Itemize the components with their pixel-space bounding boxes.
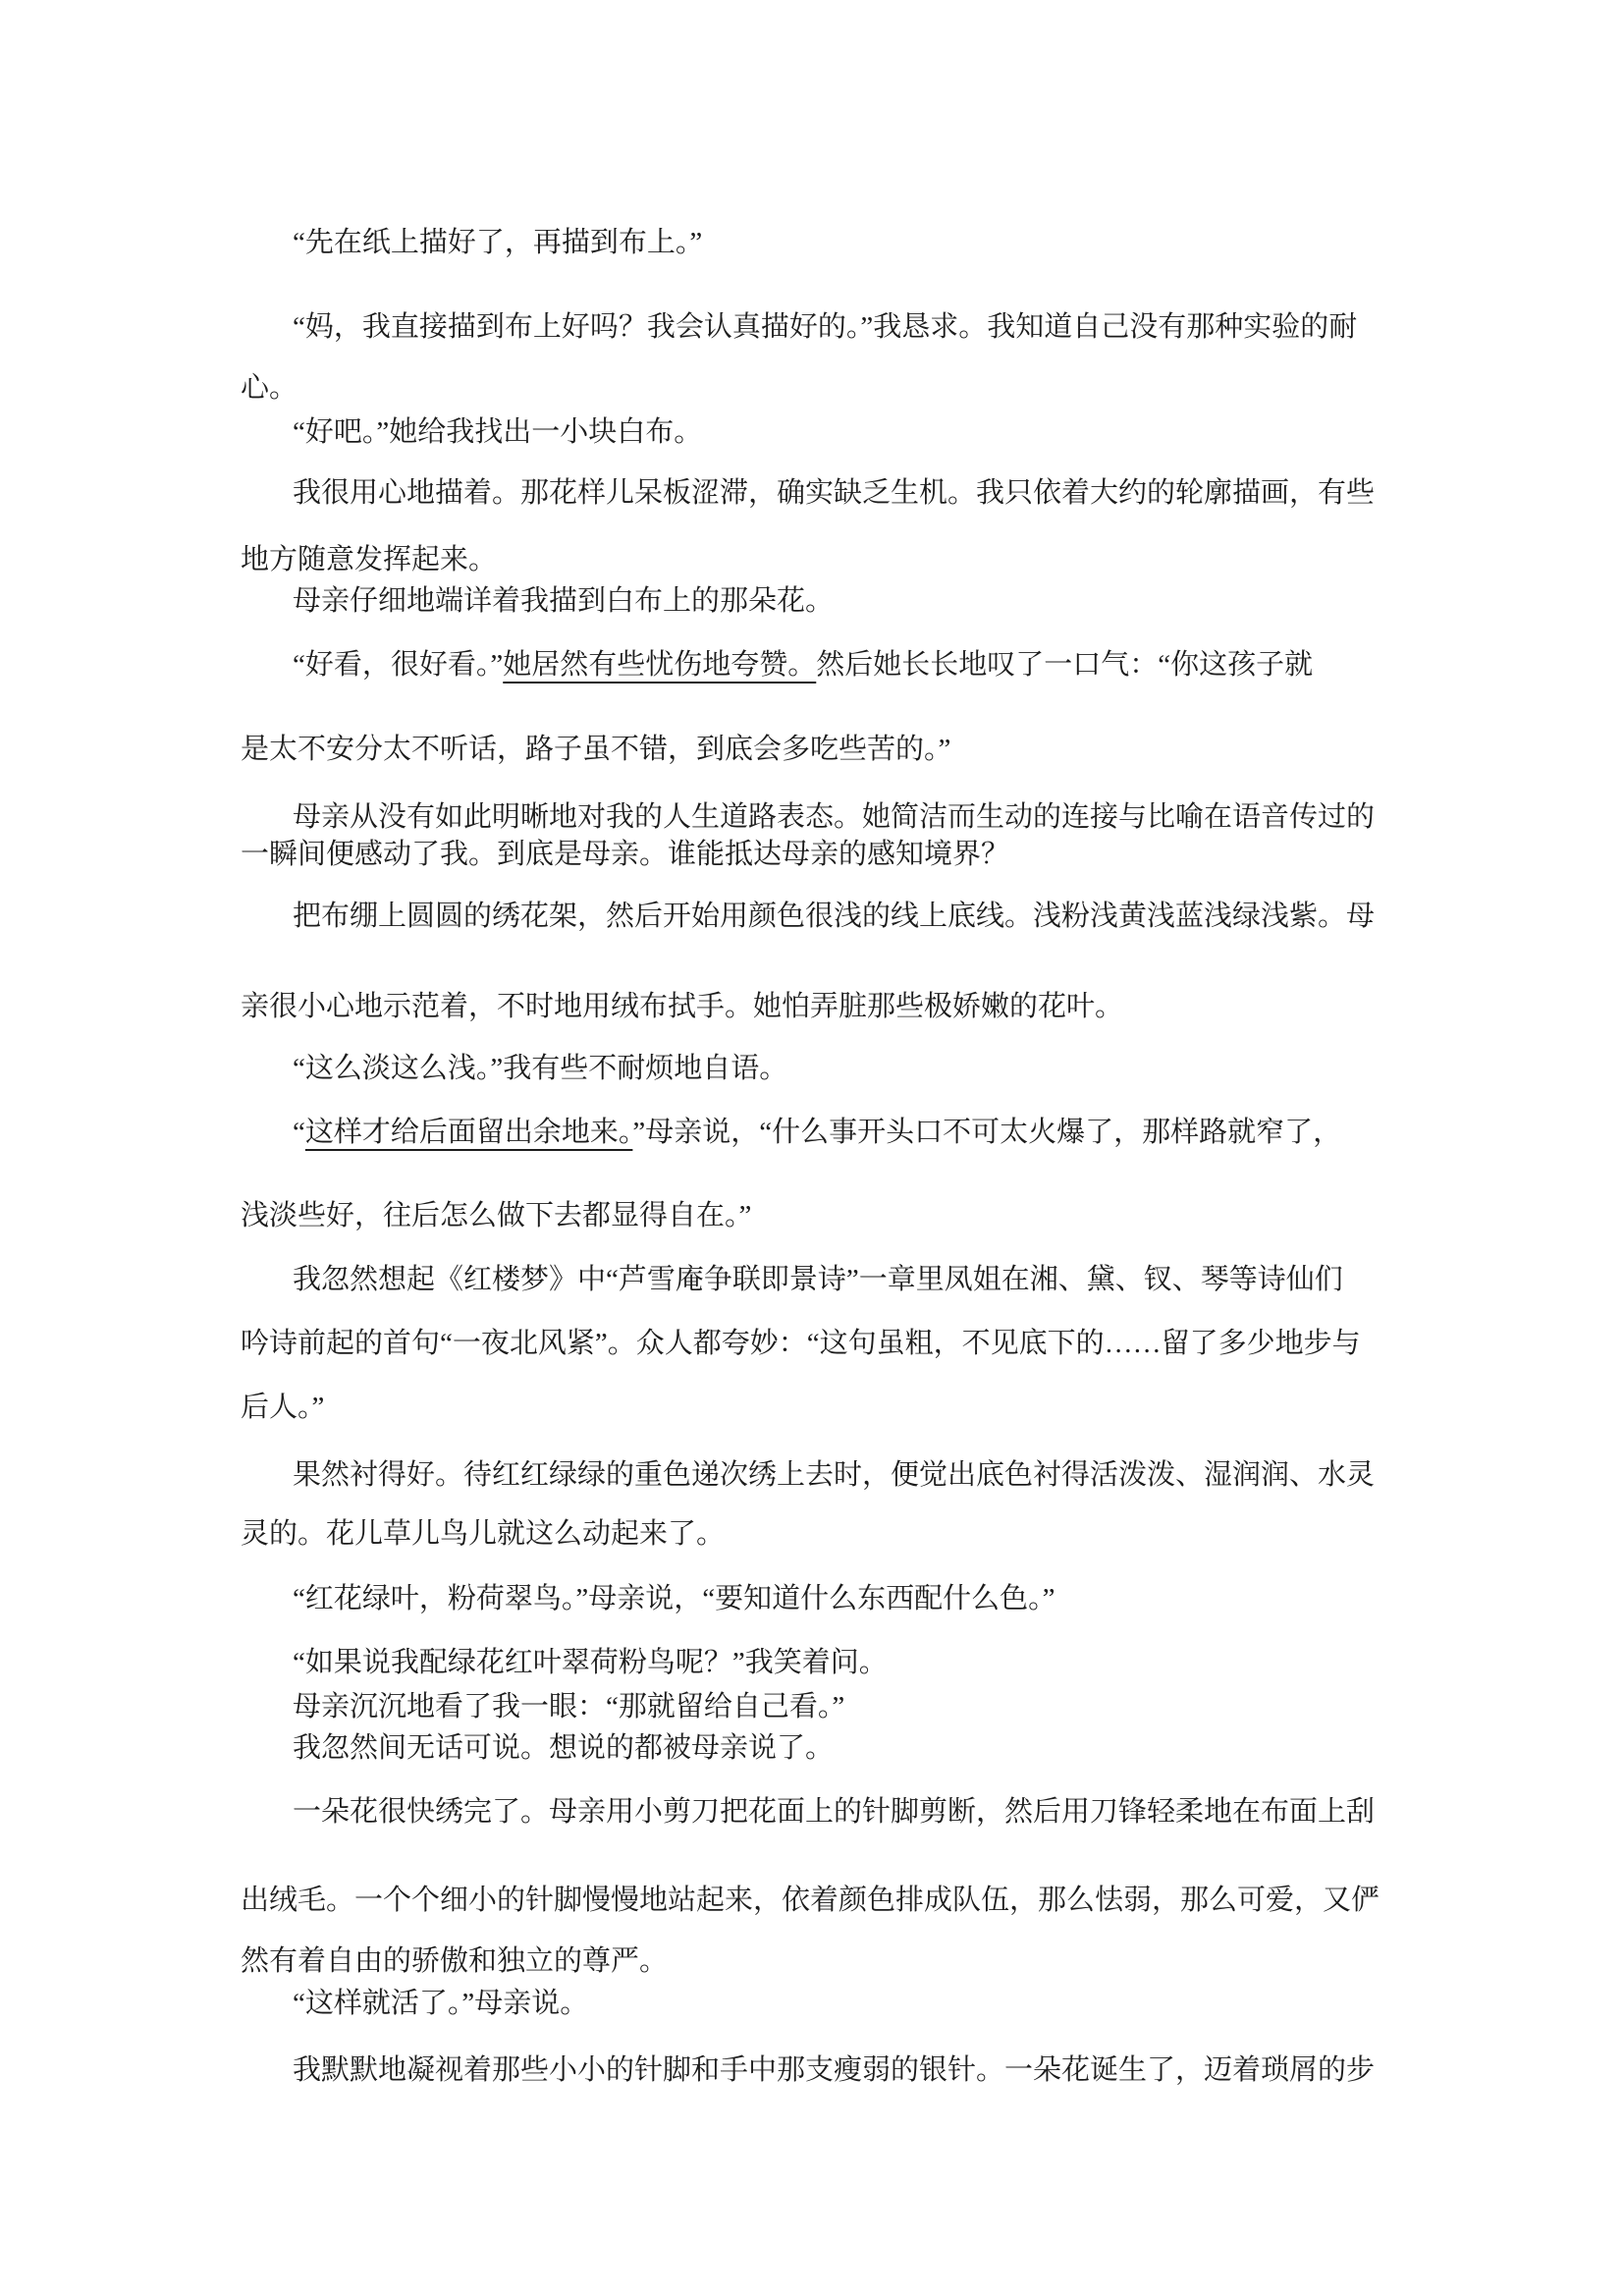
text-line — [293, 648, 1313, 682]
text-segment: 我很用心地描着。那花样儿呆板涩滞，确实缺乏生机。我只依着大约的轮廓描画，有些 — [293, 477, 1376, 509]
text-segment: “先在纸上描好了，再描到布上。” — [293, 227, 703, 258]
text-segment: 吟诗前起的首句“一夜北风紧”。众人都夸妙：“这句虽粗，不见底下的……留了多少地步与 — [241, 1328, 1361, 1359]
text-segment: 我忽然间无话可说。想说的都被母亲说了。 — [293, 1732, 835, 1764]
text-segment: 一瞬间便感动了我。到底是母亲。谁能抵达母亲的感知境界？ — [241, 839, 1010, 870]
text-segment: “红花绿叶，粉荷翠鸟。”母亲说，“要知道什么东西配什么色。” — [293, 1583, 1055, 1614]
text-line — [293, 1116, 1341, 1149]
text-line — [293, 310, 1357, 344]
text-line — [241, 371, 298, 405]
text-line — [293, 1052, 787, 1085]
text-line — [293, 1987, 588, 2020]
text-segment: “妈，我直接描到布上好吗？我会认真描好的。”我恳求。我知道自己没有那种实验的耐 — [293, 311, 1358, 343]
text-segment: “这样就活了。”母亲说。 — [293, 1988, 589, 2019]
text-segment: 后人。” — [241, 1392, 325, 1423]
text-line — [293, 226, 702, 259]
text-segment: 地方随意发挥起来。 — [241, 544, 498, 575]
text-segment: 然有着自由的骄傲和独立的尊严。 — [241, 1945, 669, 1977]
text-segment: 心。 — [241, 372, 298, 404]
text-line — [293, 476, 1375, 510]
text-segment: 一朵花很快绣完了。母亲用小剪刀把花面上的针脚剪断，然后用刀锋轻柔地在布面上刮 — [293, 1796, 1376, 1828]
text-segment: 我忽然想起《红楼梦》中“芦雪庵争联即景诗”一章里凤姐在湘、黛、钗、琴等诗仙们 — [293, 1264, 1343, 1295]
text-segment: 我默默地凝视着那些小小的针脚和手中那支瘦弱的银针。一朵花诞生了，迈着琐屑的步 — [293, 2054, 1376, 2086]
text-segment: 浅淡些好，往后怎么做下去都显得自在。” — [241, 1200, 752, 1231]
text-segment: “好看，很好看。” — [293, 649, 504, 681]
text-line — [241, 1944, 668, 1978]
text-segment: 果然衬得好。待红红绿绿的重色递次绣上去时，便觉出底色衬得活泼泼、湿润润、水灵 — [293, 1459, 1376, 1491]
text-line — [293, 900, 1375, 933]
text-line — [293, 1646, 888, 1679]
text-line — [293, 1458, 1375, 1492]
text-segment: 亲很小心地示范着，不时地用绒布拭手。她怕弄脏那些极娇嫩的花叶。 — [241, 991, 1124, 1022]
text-line — [293, 2053, 1375, 2087]
text-segment: 把布绷上圆圆的绣花架，然后开始用颜色很浅的线上底线。浅粉浅黄浅蓝浅绿浅紫。母 — [293, 901, 1376, 932]
text-segment: “好吧。”她给我找出一小块白布。 — [293, 416, 703, 448]
text-line — [241, 733, 950, 766]
text-segment: 出绒毛。一个个细小的针脚慢慢地站起来，依着颜色排成队伍，那么怯弱，那么可爱，又俨 — [241, 1885, 1380, 1916]
text-line — [293, 584, 834, 618]
text-segment: 母亲仔细地端详着我描到白布上的那朵花。 — [293, 585, 835, 617]
text-segment: “这么淡这么浅。”我有些不耐烦地自语。 — [293, 1053, 788, 1084]
text-segment: 母亲沉沉地看了我一眼：“那就留给自己看。” — [293, 1691, 845, 1722]
text-line — [241, 1884, 1380, 1917]
text-line — [241, 1199, 751, 1232]
text-segment: ”母亲说，“什么事开头口不可太火爆了，那样路就窄了， — [632, 1117, 1342, 1148]
text-line — [293, 1731, 834, 1765]
text-segment: 是太不安分太不听话，路子虽不错，到底会多吃些苦的。” — [241, 734, 951, 765]
text-line — [293, 1263, 1343, 1296]
text-line — [241, 1327, 1361, 1360]
text-line — [293, 1582, 1055, 1615]
text-line — [241, 838, 1009, 871]
text-line — [293, 800, 1375, 834]
underlined-phrase: 这样才给后面留出余地来。 — [304, 1117, 633, 1148]
text-segment: 母亲从没有如此明晰地对我的人生道路表态。她简洁而生动的连接与比喻在语音传过的 — [293, 801, 1376, 833]
text-line — [241, 1391, 324, 1424]
text-line — [293, 1690, 844, 1723]
text-line — [293, 1795, 1375, 1829]
text-segment: “ — [293, 1117, 305, 1148]
text-line — [241, 543, 497, 576]
underlined-phrase: 她居然有些忧伤地夸赞。 — [503, 649, 817, 681]
text-segment: 灵的。花儿草儿鸟儿就这么动起来了。 — [241, 1518, 726, 1550]
text-line — [293, 415, 702, 449]
text-line — [241, 1517, 725, 1551]
text-line — [241, 990, 1123, 1023]
text-segment: 然后她长长地叹了一口气：“你这孩子就 — [816, 649, 1314, 681]
text-segment: “如果说我配绿花红叶翠荷粉鸟呢？”我笑着问。 — [293, 1647, 888, 1678]
